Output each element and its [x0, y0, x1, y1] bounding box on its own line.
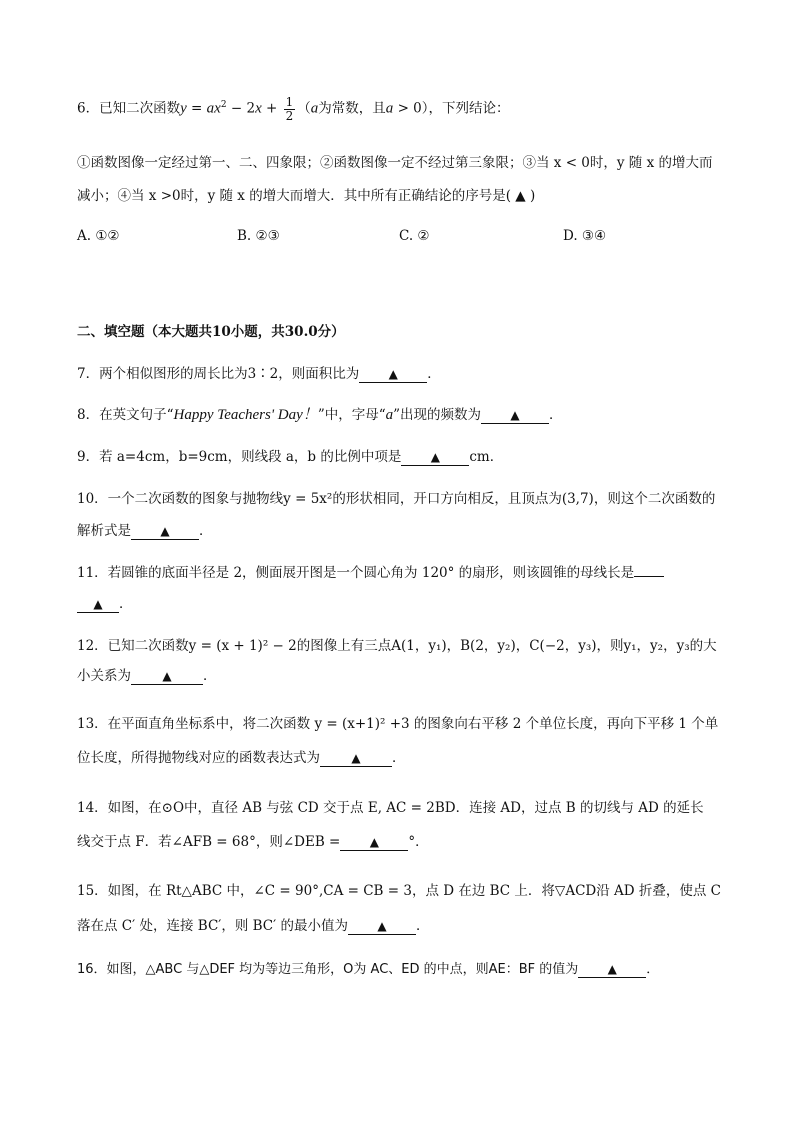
q15-end: ． — [415, 918, 430, 934]
q6-option-d: D. ③④ — [563, 228, 607, 244]
q12-end: ． — [203, 668, 217, 684]
q10-blank: ▲ — [131, 523, 199, 540]
q10-line2 — [77, 521, 727, 541]
q6-const-text: 为常数，且 — [318, 100, 386, 117]
q14-end: °． — [408, 834, 429, 850]
q6-plus: + — [261, 100, 282, 117]
q6-frac-num: 1 — [285, 94, 294, 109]
q11-line2 — [77, 594, 727, 614]
q13-blank: ▲ — [320, 750, 392, 767]
q7 — [77, 364, 727, 384]
q6-fraction — [284, 96, 296, 123]
q13-end: ． — [392, 750, 406, 766]
q12-blank: ▲ — [131, 668, 203, 685]
q15-blank: ▲ — [348, 918, 416, 935]
q15-line1: 15．如图，在 Rt△ABC 中，∠C = 90°,CA = CB = 3，点 D 在边 BC 上．将▽ACD沿 AD 折叠，使点 C — [77, 883, 721, 899]
q14-line2 — [77, 832, 727, 852]
q15-line2 — [77, 916, 727, 936]
q6-option-a: A. ①② — [77, 228, 120, 244]
q8-text-c: ”出现的频数为 — [393, 407, 482, 423]
q8-quote: Happy Teachers' Day！ — [173, 407, 318, 423]
q7-end: ． — [427, 366, 441, 382]
q11-end: ． — [119, 596, 133, 612]
q8-text-b: ”中，字母“ — [317, 407, 386, 423]
q6-frac-den: 2 — [285, 108, 294, 123]
q6-minus-term: − 2 — [226, 100, 256, 117]
q6-option-c: C. ② — [399, 228, 430, 244]
q6-var-x2: x — [255, 100, 262, 117]
q8 — [77, 405, 727, 425]
q10-line1: 10．一个二次函数的图象与抛物线y = 5x²的形状相同，开口方向相反，且顶点为(3,7)，则这个二次函数的 — [77, 491, 716, 507]
q6-var-a3: a — [385, 100, 394, 117]
q12-line2 — [77, 666, 727, 686]
q6-condition: > 0），下列结论： — [393, 100, 510, 117]
q11-blank: ▲ — [77, 596, 119, 613]
q9-end: cm． — [469, 449, 504, 465]
section-2-title: 二、填空题（本大题共10小题，共30.0分） — [77, 324, 345, 340]
q9-text: 9．若 a=4cm，b=9cm，则线段 a，b 的比例中项是 — [77, 449, 402, 465]
q9-blank: ▲ — [401, 449, 469, 466]
q14-line1: 14．如图，在⊙O中，直径 AB 与弦 CD 交于点 E, AC = 2BD．连接 AD，过点 B 的切线与 AD 的延长 — [77, 800, 704, 816]
q8-end: ． — [549, 407, 563, 423]
q13-line2 — [77, 748, 727, 768]
q12-text: 小关系为 — [77, 668, 131, 684]
q11-blank-start — [634, 576, 664, 577]
q13-line1: 13．在平面直角坐标系中，将二次函数 y = (x+1)² +3 的图象向右平移 2 个单位长度，再向下平移 1 个单 — [77, 716, 719, 732]
q14-blank: ▲ — [340, 834, 408, 851]
q7-blank: ▲ — [359, 366, 427, 383]
q6-line2: ①函数图像一定经过第一、二、四象限；②函数图像一定不经过第三象限；③当 x < 0时，y 随 x 的增大而 — [77, 155, 713, 171]
q7-text: 7．两个相似图形的周长比为3∶2，则面积比为 — [77, 366, 360, 382]
q12-line1: 12．已知二次函数y = (x + 1)² − 2的图像上有三点A(1，y₁)，B(2，y₂)，C(−2，y₃)，则y₁，y₂，y₃的大 — [77, 638, 717, 654]
q6-var-x: x — [214, 100, 221, 117]
q6-var-y: y — [180, 100, 187, 117]
q10-end: ． — [199, 523, 213, 539]
q8-blank: ▲ — [481, 407, 549, 424]
q16-blank: ▲ — [578, 961, 646, 978]
q16-text: 16．如图，△ABC 与△DEF 均为等边三角形，O为 AC、ED 的中点，则AE：BF 的值为 — [77, 962, 579, 977]
q14-text: 线交于点 F．若∠AFB = 68°，则∠DEB = — [77, 834, 341, 850]
q13-text: 位长度，所得抛物线对应的函数表达式为 — [77, 750, 320, 766]
q11-text: 11．若圆锥的底面半径是 2，侧面展开图是一个圆心角为 120° 的扇形，则该圆锥的母线长是 — [77, 565, 635, 581]
q16-line1 — [77, 960, 727, 980]
q6-var-a: a — [206, 100, 215, 117]
q8-letter: a — [385, 407, 394, 423]
q15-text: 落在点 C′ 处，连接 BC′，则 BC′ 的最小值为 — [77, 918, 348, 934]
q11-line1 — [77, 563, 727, 583]
q6-eq: = — [186, 100, 207, 117]
q8-text-a: 8．在英文句子“ — [77, 407, 174, 423]
q6-option-b: B. ②③ — [237, 228, 280, 244]
q6-var-a2: a — [310, 100, 319, 117]
q6-line3: 减小；④当 x >0时，y 随 x 的增大而增大．其中所有正确结论的序号是( ▲ ) — [77, 188, 536, 204]
q6-paren: （ — [297, 100, 311, 117]
q10-text: 解析式是 — [77, 523, 131, 539]
q9 — [77, 447, 727, 467]
q6-exponent: 2 — [220, 100, 227, 110]
q6-stem — [77, 95, 727, 123]
q6-stem-text: 6．已知二次函数 — [77, 100, 181, 117]
q16-end: ． — [646, 962, 660, 977]
